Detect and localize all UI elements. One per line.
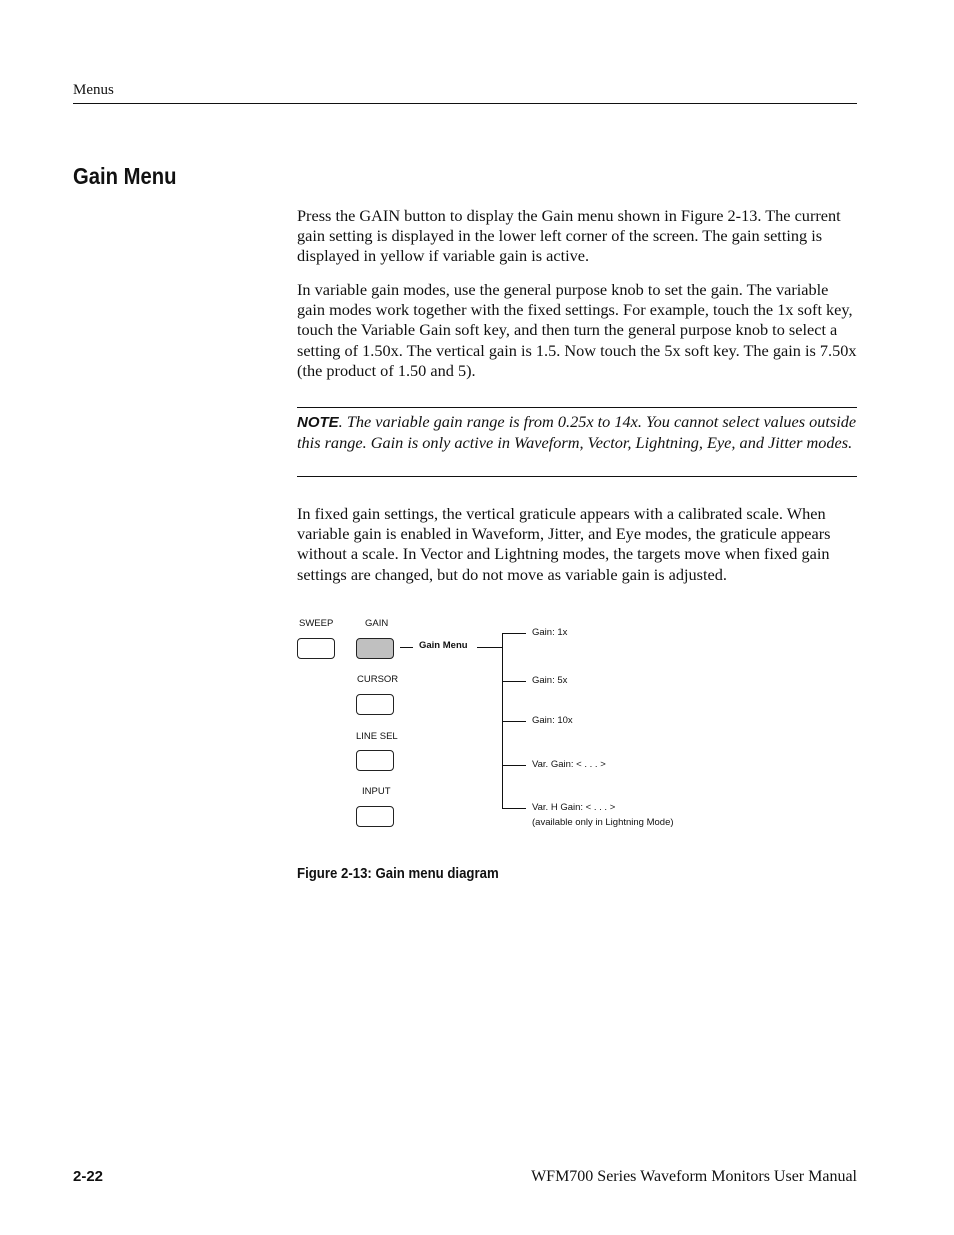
line-sel-label: LINE SEL bbox=[356, 731, 398, 742]
menu-label: Gain Menu bbox=[419, 640, 468, 651]
paragraph-3: In fixed gain settings, the vertical graticule appears with a calibrated scale. When variable gain is enabled in Waveform, Jitter, and Eye modes, the graticule appears without a scale. In Vector and Lightning modes, the targets move when fixed gain settings are changed, but do not move as variable gain is adjusted. bbox=[297, 504, 831, 584]
note-label: NOTE bbox=[297, 414, 339, 431]
branch-line bbox=[502, 681, 526, 682]
gain-label: GAIN bbox=[365, 618, 389, 629]
sweep-label: SWEEP bbox=[299, 618, 334, 629]
branch-line bbox=[502, 808, 526, 809]
page-number: 2-22 bbox=[73, 1168, 104, 1185]
menu-item: Var. H Gain: < . . . > bbox=[532, 802, 616, 813]
cursor-button bbox=[356, 694, 394, 715]
connector-line bbox=[477, 647, 502, 648]
cursor-label: CURSOR bbox=[357, 674, 399, 685]
line-sel-button bbox=[356, 750, 394, 771]
menu-item: Gain: 10x bbox=[532, 715, 573, 726]
menu-item: Gain: 1x bbox=[532, 627, 568, 638]
page-title: Gain Menu bbox=[73, 163, 177, 189]
menu-item-note: (available only in Lightning Mode) bbox=[532, 817, 674, 828]
running-header: Menus bbox=[73, 82, 114, 98]
figure-caption: Figure 2-13: Gain menu diagram bbox=[297, 865, 499, 882]
input-label: INPUT bbox=[362, 786, 391, 797]
note-bottom-rule bbox=[297, 476, 857, 477]
paragraph-1: Press the GAIN button to display the Gain menu shown in Figure 2-13. The current gain setting is displayed in the lower left corner of the screen. The gain setting is displayed in yellow if variable gain is active. bbox=[297, 206, 841, 266]
menu-item: Var. Gain: < . . . > bbox=[532, 759, 606, 770]
menu-item: Gain: 5x bbox=[532, 675, 568, 686]
sweep-button bbox=[297, 638, 335, 659]
header-rule bbox=[73, 103, 857, 104]
gain-button bbox=[356, 638, 394, 659]
branch-line bbox=[502, 633, 526, 634]
paragraph-2: In variable gain modes, use the general purpose knob to set the gain. The variable gain modes work together with the fixed settings. For example, touch the 1x soft key, touch the Variable Gain soft key, and then turn the general purpose knob to select a setting of 1.50x. The vertical gain is 1.5. Now touch the 5x soft key. The gain is 7.50x (the product of 1.50 and 5). bbox=[297, 280, 857, 380]
manual-title: WFM700 Series Waveform Monitors User Manual bbox=[531, 1168, 857, 1185]
input-button bbox=[356, 806, 394, 827]
branch-line bbox=[502, 765, 526, 766]
connector-line bbox=[400, 647, 413, 648]
note bbox=[297, 412, 859, 453]
note-top-rule bbox=[297, 407, 857, 408]
branch-line bbox=[502, 721, 526, 722]
note-text: . The variable gain range is from 0.25x to 14x. You cannot select values outside this range. Gain is only active in Waveform, Vector, Lightning, Eye, and Jitter modes. bbox=[297, 412, 857, 453]
